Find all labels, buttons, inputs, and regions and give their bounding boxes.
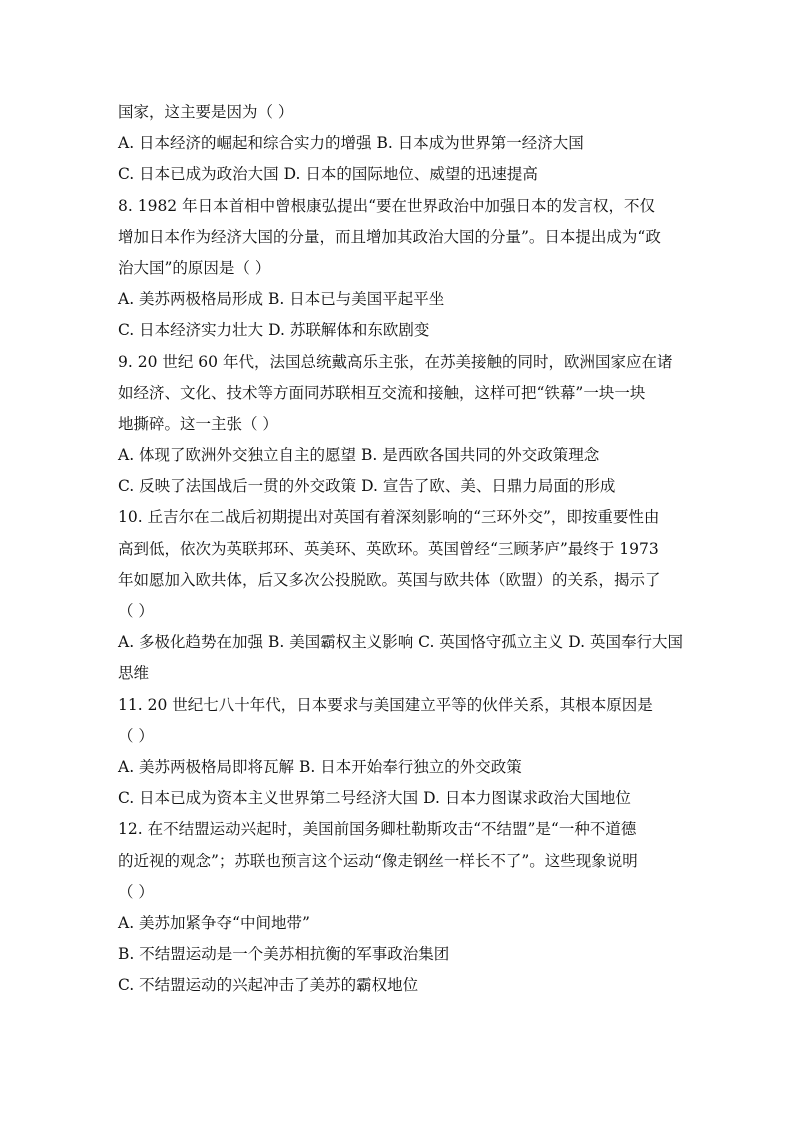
document-body (118, 97, 683, 1001)
text-line: 如经济、文化、技术等方面同苏联相互交流和接触，这样可把“铁幕”一块一块 (118, 383, 646, 402)
text-line: 治大国”的原因是（ ） (118, 258, 271, 277)
option-line: B. 不结盟运动是一个美苏相抗衡的军事政治集团 (118, 945, 450, 964)
text-line: 的近视的观念”；苏联也预言这个运动“像走钢丝一样长不了”。这些现象说明 (118, 851, 638, 870)
text-line: 年如愿加入欧共体，后又多次公投脱欧。英国与欧共体（欧盟）的关系，揭示了 (118, 570, 661, 589)
text-line: 地撕碎。这一主张（ ） (118, 414, 278, 433)
text-line: （ ） (118, 882, 154, 901)
text-line: （ ） (118, 602, 154, 620)
text-line: 国家，这主要是因为（ ） (118, 103, 294, 121)
option-line: C. 不结盟运动的兴起冲击了美苏的霸权地位 (118, 976, 419, 995)
option-line: C. 日本经济实力壮大 D. 苏联解体和东欧剧变 (118, 321, 430, 340)
text-line: 思维 (118, 664, 150, 683)
option-line: C. 日本已成为政治大国 D. 日本的国际地位、威望的迅速提高 (118, 165, 538, 184)
question-10: 10. 丘吉尔在二战后初期提出对英国有着深刻影响的“三环外交”，即按重要性由 (118, 508, 660, 527)
question-11: 11. 20 世纪七八十年代，日本要求与美国建立平等的伙伴关系，其根本原因是 (118, 695, 653, 714)
option-line: A. 多极化趋势在加强 B. 美国霸权主义影响 C. 英国恪守孤立主义 D. 英国奉行大国 (118, 633, 683, 652)
option-line: C. 反映了法国战后一贯的外交政策 D. 宣告了欧、美、日鼎力局面的形成 (118, 477, 616, 496)
text-line: 高到低，依次为英联邦环、英美环、英欧环。英国曾经“三顾茅庐”最终于 1973 (118, 539, 659, 558)
option-line: A. 体现了欧洲外交独立自主的愿望 B. 是西欧各国共同的外交政策理念 (118, 446, 600, 465)
question-12: 12. 在不结盟运动兴起时，美国前国务卿杜勒斯攻击“不结盟”是“一种不道德 (118, 820, 637, 839)
option-line: C. 日本已成为资本主义世界第二号经济大国 D. 日本力图谋求政治大国地位 (118, 789, 631, 808)
option-line: A. 日本经济的崛起和综合实力的增强 B. 日本成为世界第一经济大国 (118, 134, 584, 153)
option-line: A. 美苏两极格局即将瓦解 B. 日本开始奉行独立的外交政策 (118, 757, 522, 776)
option-line: A. 美苏加紧争夺“中间地带” (118, 913, 310, 932)
text-line: 增加日本作为经济大国的分量，而且增加其政治大国的分量”。日本提出成为“政 (118, 227, 661, 246)
option-line: A. 美苏两极格局形成 B. 日本已与美国平起平坐 (118, 290, 445, 309)
question-8: 8. 1982 年日本首相中曾根康弘提出“要在世界政治中加强日本的发言权，不仅 (118, 196, 656, 215)
text-line: （ ） (118, 726, 154, 745)
question-9: 9. 20 世纪 60 年代，法国总统戴高乐主张，在苏美接触的同时，欧洲国家应在诸 (118, 352, 673, 371)
